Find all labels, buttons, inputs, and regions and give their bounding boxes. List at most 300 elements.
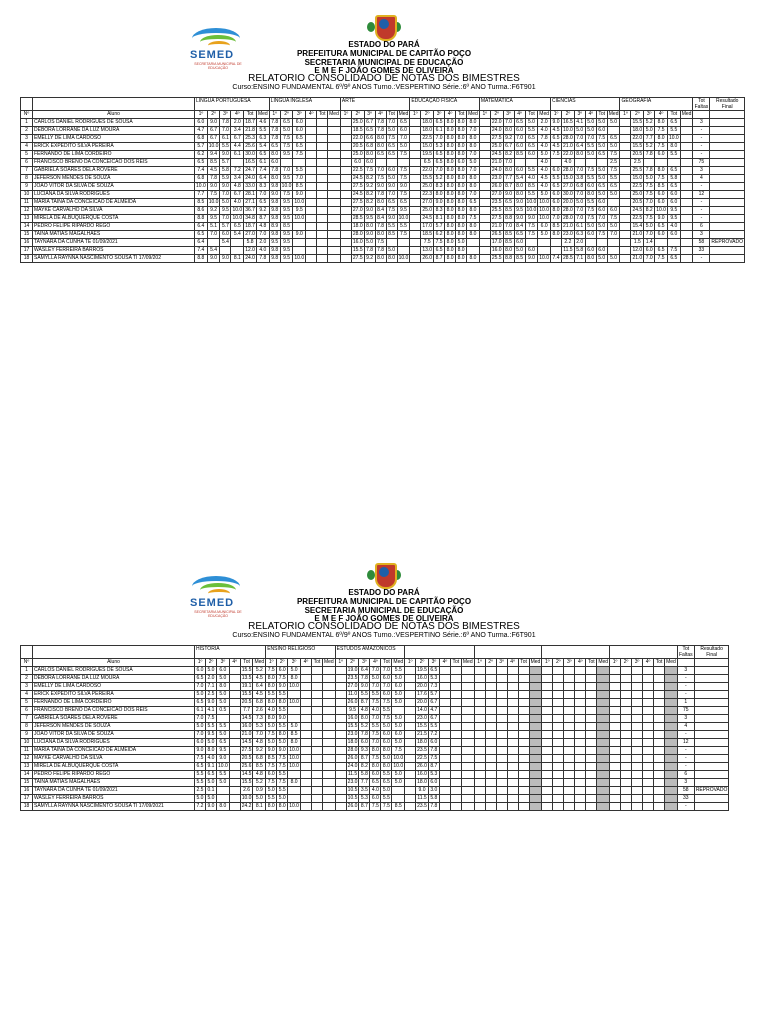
grade-cell: 8.0 (364, 223, 375, 231)
grade-cell: 9.8 (269, 183, 280, 191)
table-row (21, 755, 729, 763)
grade-cell (474, 747, 485, 755)
grade-cell: 23.0 (491, 175, 502, 181)
table-row (21, 191, 745, 199)
table-row (21, 127, 745, 135)
grade-cell (439, 731, 450, 739)
grade-cell: 7.0 (585, 135, 596, 143)
grade-cell: 7.5 (607, 167, 620, 175)
grade-cell: 20.0 (563, 199, 573, 205)
grade-cell (597, 675, 610, 683)
grade-cell: 8.0 (288, 779, 301, 787)
final-result: REPROVADO (695, 787, 728, 793)
grade-cell (621, 747, 632, 755)
bimester-header: 4º (507, 659, 518, 667)
grade-cell: 22.5 (352, 167, 363, 173)
grade-cell: 9.2 (253, 747, 266, 755)
grade-cell (586, 707, 597, 715)
grade-cell (542, 731, 553, 739)
grade-cell (479, 215, 490, 223)
bimester-header: 3º (364, 111, 375, 119)
grade-cell (680, 191, 693, 199)
grade-cell: 8.2 (359, 763, 370, 771)
grade-cell (410, 167, 421, 175)
grade-cell: 5.0 (381, 787, 392, 795)
grade-cell (654, 747, 665, 755)
grade-cell (340, 255, 351, 263)
grade-cell: 10.0 (281, 183, 292, 189)
grade-cell: 26.0 (347, 803, 358, 809)
grade-cell (654, 715, 665, 723)
grade-cell: 23.5 (347, 675, 358, 681)
grade-cell: 7.0 (503, 223, 514, 231)
grade-cell: 15.5 (417, 723, 427, 729)
grade-cell: 5.0 (585, 127, 596, 135)
student-name: CARLOS DANIEL RODRIGUES DE SOUSA (33, 667, 195, 675)
grade-cell: 8.0 (370, 763, 381, 771)
grade-cell: 21.0 (241, 731, 252, 737)
grade-cell (317, 127, 328, 135)
bimester-header: 2º (346, 659, 359, 667)
table-row (21, 231, 745, 239)
grade-cell (340, 207, 351, 215)
grade-cell: 9.0 (207, 255, 220, 263)
grade-cell: 9.0 (503, 191, 514, 199)
grade-cell: 16.0 (417, 675, 427, 681)
absences-header: Tot Faltas (694, 98, 709, 110)
grade-cell (328, 151, 341, 159)
absences-header: Tot Faltas (679, 646, 693, 658)
grade-cell: 6.0 (538, 223, 551, 231)
student-name: FRANCISCO BRENO DA CONCEICAO DOS REIS (33, 707, 195, 715)
grade-cell: 17.6 (417, 691, 427, 697)
grade-cell: 6.8 (364, 143, 375, 151)
grade-cell: 6.0 (596, 207, 607, 215)
grade-cell: 5.0 (607, 143, 620, 151)
grade-cell (311, 739, 322, 747)
grade-cell: 4.4 (231, 143, 244, 151)
bimester-header: 2º (416, 659, 429, 667)
grade-cell (485, 739, 496, 747)
grade-cell (610, 675, 621, 683)
bimester-header: 4º (231, 111, 244, 119)
grade-cell: 6.5 (195, 699, 206, 707)
bimester-header: 3º (496, 659, 507, 667)
grade-cell (542, 707, 553, 715)
grade-cell: 7.0 (514, 135, 525, 143)
grade-cell: 8.0 (467, 231, 480, 239)
grade-cell: 7.5 (655, 255, 668, 263)
grade-cell (311, 691, 322, 699)
grade-cell: 30.0 (245, 151, 255, 157)
grade-cell (450, 707, 461, 715)
grade-cell (340, 199, 351, 207)
grade-cell: 5.5 (256, 127, 269, 135)
grade-cell: 28.5 (352, 215, 363, 221)
grade-cell (479, 183, 490, 191)
grade-cell (597, 755, 610, 763)
semed-logo-subtitle: SECRETARIA MUNICIPAL DE EDUCAÇÃO (194, 610, 242, 618)
grade-cell: 9.0 (551, 119, 562, 127)
grade-cell (575, 707, 586, 715)
grade-cell: 28.0 (563, 167, 573, 173)
grade-cell: 5.5 (381, 771, 392, 779)
grade-cell (529, 723, 542, 731)
grade-cell: 6.6 (364, 135, 375, 143)
student-number: 3 (21, 683, 33, 691)
grade-cell (485, 755, 496, 763)
grade-cell: 8.0 (667, 143, 680, 151)
student-name: TAINA MATIAS MAGALHAES (33, 231, 195, 239)
grade-cell: 10.0 (232, 215, 243, 221)
grade-cell (632, 779, 643, 787)
grade-cell: 5.0 (195, 691, 206, 699)
grade-cell: 5.0 (364, 239, 375, 247)
grade-cell: 8.5 (266, 755, 277, 763)
final-result (694, 699, 729, 707)
grade-cell: 7.5 (381, 699, 392, 707)
grade-cell: 8.0 (445, 127, 456, 135)
grade-cell: 18.0 (632, 127, 643, 133)
grade-cell (564, 803, 575, 811)
grade-cell: 5.0 (607, 191, 620, 199)
grade-cell: 5.0 (392, 699, 405, 707)
grade-cell (518, 723, 529, 731)
grade-cell: 7.5 (370, 731, 381, 739)
grade-cell (311, 779, 322, 787)
grade-cell: 21.0 (632, 255, 643, 261)
grade-cell (461, 739, 474, 747)
grade-cell: 8.0 (381, 763, 392, 771)
grade-cell (322, 667, 335, 675)
bimester-header: Med (468, 111, 478, 117)
table-row (21, 199, 745, 207)
grade-cell (322, 755, 335, 763)
grade-cell: 6.0 (525, 247, 538, 255)
grade-cell: 5.0 (288, 667, 301, 675)
grade-cell (529, 779, 542, 787)
grade-cell: 7.5 (397, 175, 410, 183)
grade-cell (654, 771, 665, 779)
grade-cell (340, 119, 351, 127)
state-name: ESTADO DO PARÁ (348, 40, 420, 49)
grade-cell: 8.0 (269, 175, 280, 183)
grade-cell (553, 691, 564, 699)
grade-cell: 4.0 (667, 223, 680, 231)
grade-cell (231, 239, 244, 247)
grade-cell (632, 667, 643, 675)
grade-cell (507, 771, 518, 779)
grade-cell (507, 715, 518, 723)
grade-cell (300, 771, 311, 779)
grade-cell: 15.5 (241, 779, 252, 785)
grade-cell: 8.0 (456, 127, 467, 135)
grade-cell: 9.0 (514, 199, 525, 207)
grade-cell (311, 771, 322, 779)
grade-cell (553, 763, 564, 771)
grade-cell: 22.0 (632, 135, 643, 141)
grade-cell (461, 699, 474, 707)
grade-cell: 8.0 (551, 231, 562, 239)
bimester-header: 4º (375, 111, 386, 119)
grade-cell: 8.0 (467, 119, 480, 127)
grade-cell (450, 683, 461, 691)
final-result (710, 151, 745, 159)
grade-cell: 9.5 (346, 707, 359, 715)
grade-cell (322, 723, 335, 731)
student-name: LUCIANA DA SILVA RODRIGUES (33, 739, 195, 747)
grade-cell: 7.0 (397, 135, 410, 143)
grade-cell (405, 787, 416, 795)
grade-cell (335, 715, 346, 723)
grade-cell (542, 691, 553, 699)
subject-name (405, 646, 474, 659)
grade-cell: 7.5 (370, 699, 381, 707)
grade-cell: 6.0 (655, 151, 668, 159)
grade-cell (328, 223, 341, 231)
grade-cell: 18.0 (347, 739, 358, 745)
grade-cell (410, 199, 421, 207)
grade-cell: 7.8 (644, 151, 655, 159)
grade-cell: 8.7 (359, 803, 370, 811)
grade-cell: 6.0 (514, 239, 525, 247)
grade-cell (474, 771, 485, 779)
grade-cell: 5.8 (667, 175, 680, 183)
grade-cell: 11.5 (563, 247, 573, 253)
grade-cell (405, 763, 416, 771)
grade-cell (461, 747, 474, 755)
grade-cell: 18.0 (417, 739, 427, 745)
grade-cell (300, 715, 311, 723)
subject-name: ENSINO RELIGIOSO (266, 646, 335, 659)
student-number: 16 (21, 239, 33, 247)
grade-cell (643, 795, 654, 803)
grade-cell: 7.5 (655, 143, 668, 151)
grade-cell (306, 223, 317, 231)
bimester-header: 4º (370, 659, 381, 667)
grade-cell: 2.0 (256, 239, 269, 247)
grade-cell (643, 803, 654, 811)
grade-cell: 20.5 (632, 151, 643, 157)
grade-cell: 6.2 (434, 231, 445, 239)
grade-cell (621, 779, 632, 787)
grade-cell: 23.5 (417, 747, 427, 753)
grade-cell: 8.0 (445, 175, 456, 183)
grade-cell: 7.5 (277, 763, 288, 771)
grade-cell: 6.0 (381, 731, 392, 739)
grade-cell: 7.8 (375, 223, 386, 231)
grade-cell (322, 675, 335, 683)
grade-cell: 7.0 (607, 231, 620, 239)
grade-cell: 5.5 (217, 723, 230, 731)
grade-cell: 5.5 (428, 723, 439, 731)
table-row (21, 175, 745, 183)
grade-cell (405, 683, 416, 691)
grade-cell: 15.0 (422, 143, 433, 149)
grade-cell (680, 143, 693, 151)
grade-cell (461, 803, 474, 811)
report-title: RELATORIO CONSOLIDADO DE NOTAS DOS BIMESTRES (248, 73, 520, 84)
grade-cell (507, 675, 518, 683)
grade-cell: 7.2 (231, 167, 244, 175)
grade-cell: 6.0 (370, 771, 381, 779)
grade-cell (317, 215, 328, 223)
grade-cell: 9.0 (277, 683, 288, 691)
grade-cell: 6.7 (428, 699, 439, 707)
grade-cell (680, 199, 693, 207)
grade-cell: 7.5 (386, 207, 397, 215)
grade-cell (643, 723, 654, 731)
grade-cell (317, 199, 328, 207)
table-row (21, 771, 729, 779)
grade-cell: 8.3 (434, 207, 445, 215)
subject-name: HISTORIA (195, 646, 266, 659)
grade-cell: 7.0 (574, 135, 585, 143)
grade-cell (665, 747, 678, 755)
grade-cell (405, 803, 416, 811)
grade-cell (610, 771, 621, 779)
grade-cell (335, 707, 346, 715)
grade-cell (474, 731, 485, 739)
grade-cell: 6.5 (434, 247, 445, 255)
grade-cell: 27.5 (491, 135, 502, 141)
grade-cell: 28.0 (352, 231, 363, 237)
grade-cell (461, 723, 474, 731)
grade-cell (632, 707, 643, 715)
blank-cell (677, 659, 694, 667)
student-name: MARIA TAINA DA CONCEICAO DE ALMEIDA (33, 199, 195, 207)
grade-cell: 8.0 (456, 199, 467, 207)
student-number: 14 (21, 223, 33, 231)
table-row (21, 223, 745, 231)
bimester-header: 2º (553, 659, 564, 667)
grade-cell: 7.0 (256, 231, 269, 239)
column-header-row (21, 111, 745, 119)
result-header: Resultado Final (694, 646, 729, 659)
grade-cell: 6.0 (514, 167, 525, 175)
grade-cell (496, 675, 507, 683)
grade-cell: 6.0 (293, 127, 306, 135)
grade-cell: 8.0 (364, 151, 375, 159)
grade-cell (518, 763, 529, 771)
grade-cell: 23.5 (417, 803, 427, 809)
grade-cell: 25.0 (352, 151, 363, 157)
grade-cell (467, 247, 480, 255)
student-name: EMELLY DE LIMA CARDOSO (33, 683, 195, 691)
grade-cell (439, 739, 450, 747)
table-row (21, 731, 729, 739)
grade-cell (665, 707, 678, 715)
student-number: 6 (21, 707, 33, 715)
grade-cell (597, 787, 610, 795)
grade-cell: 7.8 (428, 803, 439, 811)
blank-cell (693, 111, 710, 119)
grade-cell (375, 159, 386, 167)
grade-cell: 6.5 (667, 119, 680, 127)
grade-cell (288, 795, 301, 803)
final-result (710, 183, 745, 191)
grade-cell (311, 723, 322, 731)
grade-cell: 19.5 (417, 667, 427, 673)
grade-cell (229, 771, 240, 779)
grade-cell (311, 707, 322, 715)
grade-cell (553, 667, 564, 675)
grade-cell: 10.0 (289, 683, 299, 689)
grade-cell (496, 691, 507, 699)
grade-cell (410, 255, 421, 263)
grade-cell: 4.0 (370, 707, 381, 715)
grade-cell (680, 135, 693, 143)
grade-cell (654, 803, 665, 811)
final-result (694, 739, 729, 747)
grade-cell: 6.0 (359, 739, 370, 747)
bimester-header: Med (254, 659, 265, 665)
grade-cell: 8.7 (359, 699, 370, 707)
final-result: REPROVADO (711, 239, 744, 245)
grade-cell (586, 763, 597, 771)
grade-cell (300, 755, 311, 763)
grade-cell: 6.2 (195, 151, 208, 159)
grade-cell: 6.0 (585, 231, 596, 239)
grade-cell (439, 803, 450, 811)
grade-cell (322, 779, 335, 787)
grade-cell: 7.0 (220, 191, 231, 199)
final-result (710, 143, 745, 151)
grade-cell: 21.5 (417, 731, 427, 737)
grade-cell (300, 747, 311, 755)
grade-cell (410, 119, 421, 127)
grade-cell: 9.5 (280, 215, 293, 223)
grade-cell (518, 771, 529, 779)
grade-cell (311, 755, 322, 763)
grade-cell: 6.0 (525, 151, 538, 159)
grade-cell: 10.0 (539, 207, 550, 213)
grade-cell (586, 803, 597, 811)
grade-cell (632, 731, 643, 739)
grade-cell: 9.8 (269, 231, 280, 239)
grade-cell: 7.5 (397, 231, 410, 239)
grade-cell (405, 691, 416, 699)
absences-total: 1 (677, 699, 694, 707)
grade-cell (586, 779, 597, 787)
grade-cell (397, 239, 410, 247)
grade-cell: 9.0 (386, 215, 397, 223)
grade-cell (496, 667, 507, 675)
grade-cell: 8.0 (456, 207, 467, 215)
grade-cell: 20.5 (241, 699, 252, 705)
grade-cell: 5.0 (538, 151, 551, 159)
grade-cell: 10.5 (347, 795, 358, 801)
grade-cell (551, 247, 562, 255)
grade-cell: 6.7 (207, 135, 220, 143)
grade-cell: 8.0 (456, 191, 467, 199)
grade-cell: 5.0 (386, 175, 397, 183)
grade-cell (306, 175, 317, 183)
grade-cell: 9.8 (269, 199, 280, 207)
grade-cell (306, 255, 317, 263)
grade-cell: 18.0 (422, 127, 433, 133)
grade-cell: 8.5 (525, 183, 538, 191)
grade-cell (439, 707, 450, 715)
grade-cell: 8.0 (445, 167, 456, 175)
grade-cell (450, 803, 461, 811)
grade-cell: 3.5 (359, 787, 370, 795)
grade-cell (311, 683, 322, 691)
grade-cell (518, 707, 529, 715)
grade-cell: 6.5 (551, 135, 562, 143)
absences-total: 33 (677, 795, 694, 803)
grade-cell: 9.5 (667, 215, 680, 223)
